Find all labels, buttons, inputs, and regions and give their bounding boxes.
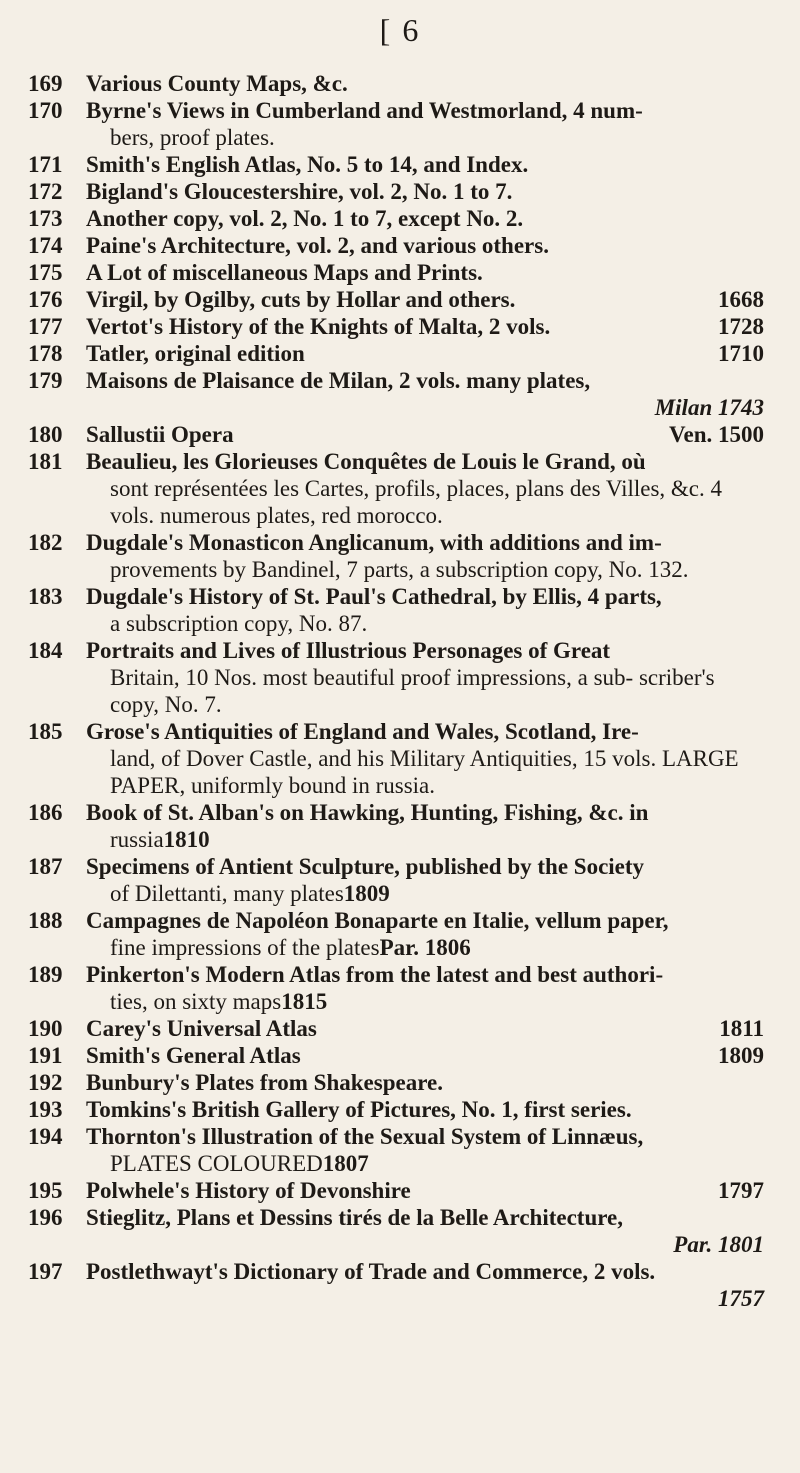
entry-number: 195 bbox=[28, 1178, 63, 1203]
entry-title: Book of St. Alban's on Hawking, Hunting, Fishing, &c. in bbox=[86, 800, 649, 825]
catalogue-entry bbox=[28, 259, 764, 286]
entry-continuation: provements by Bandinel, 7 parts, a subscription copy, No. 132. bbox=[110, 557, 689, 582]
entry-continuation: bers, proof plates. bbox=[110, 125, 275, 150]
catalogue-entry bbox=[28, 529, 764, 583]
entry-date: 1811 bbox=[719, 1016, 764, 1041]
entry-title: Grose's Antiquities of England and Wales, Scotland, Ire- bbox=[86, 719, 639, 744]
entry-continuation: land, of Dover Castle, and his Military Antiquities, 15 vols. LARGE PAPER, uniformly bound in russia. bbox=[110, 746, 739, 798]
entry-title: Portraits and Lives of Illustrious Personages of Great bbox=[86, 638, 611, 663]
entry-title: Tatler, original edition bbox=[86, 341, 305, 366]
catalogue-entry bbox=[28, 178, 764, 205]
entry-number: 170 bbox=[28, 98, 63, 123]
page-number: [ 6 bbox=[379, 12, 421, 48]
catalogue-entry bbox=[28, 637, 764, 718]
catalogue-entry bbox=[28, 286, 764, 313]
entry-continuation: fine impressions of the plates bbox=[110, 935, 380, 960]
entry-continuation: PLATES COLOURED bbox=[110, 1151, 323, 1176]
entry-title: Various County Maps, &c. bbox=[86, 71, 348, 96]
catalogue-entry bbox=[28, 1015, 764, 1042]
entry-title: Tomkins's British Gallery of Pictures, No. 1, first series. bbox=[86, 1097, 632, 1122]
catalogue-entry bbox=[28, 961, 764, 1015]
entry-number: 172 bbox=[28, 179, 63, 204]
catalogue-entry bbox=[28, 421, 764, 448]
entry-number: 176 bbox=[28, 287, 63, 312]
entry-title: Paine's Architecture, vol. 2, and various others. bbox=[86, 233, 549, 258]
entry-date: 1797 bbox=[718, 1178, 764, 1203]
catalogue-entry bbox=[28, 718, 764, 799]
entry-title: Carey's Universal Atlas bbox=[86, 1016, 317, 1041]
entry-continuation: russia bbox=[110, 827, 164, 852]
catalogue-entry bbox=[28, 1042, 764, 1069]
entry-date: 1710 bbox=[718, 341, 764, 366]
entry-title: Smith's English Atlas, No. 5 to 14, and Index. bbox=[86, 152, 529, 177]
entry-title: Bigland's Gloucestershire, vol. 2, No. 1 to 7. bbox=[86, 179, 513, 204]
entry-title: A Lot of miscellaneous Maps and Prints. bbox=[86, 260, 483, 285]
entry-continuation: ties, on sixty maps bbox=[110, 989, 282, 1014]
catalogue-entry bbox=[28, 1123, 764, 1177]
catalogue-entry bbox=[28, 799, 764, 853]
entry-number: 184 bbox=[28, 638, 63, 663]
entry-number: 177 bbox=[28, 314, 63, 339]
catalogue-entry bbox=[28, 1096, 764, 1123]
entry-continuation: sont représentées les Cartes, profils, places, plans des Villes, &c. 4 vols. numerous plates, red morocco. bbox=[110, 476, 723, 528]
entry-number: 187 bbox=[28, 854, 63, 879]
entry-number: 179 bbox=[28, 368, 63, 393]
entry-title: Postlethwayt's Dictionary of Trade and Commerce, 2 vols. bbox=[86, 1259, 656, 1284]
entry-title: Virgil, by Ogilby, cuts by Hollar and others. bbox=[86, 287, 516, 312]
entry-number: 169 bbox=[28, 71, 63, 96]
entry-number: 197 bbox=[28, 1259, 63, 1284]
entry-title: Pinkerton's Modern Atlas from the latest and best authori- bbox=[86, 962, 664, 987]
catalogue-entry bbox=[28, 232, 764, 259]
entry-imprint: Par. 1801 bbox=[673, 1232, 764, 1257]
entry-number: 182 bbox=[28, 530, 63, 555]
entry-continuation: of Dilettanti, many plates bbox=[110, 881, 344, 906]
entry-date: 1809 bbox=[343, 881, 390, 906]
entry-title: Vertot's History of the Knights of Malta, 2 vols. bbox=[86, 314, 551, 339]
entry-number: 194 bbox=[28, 1124, 63, 1149]
entry-number: 190 bbox=[28, 1016, 63, 1041]
entry-title: Sallustii Opera bbox=[86, 422, 234, 447]
entry-number: 189 bbox=[28, 962, 63, 987]
catalogue-list bbox=[28, 70, 764, 1312]
entry-date: 1668 bbox=[718, 287, 764, 312]
entry-title: Stieglitz, Plans et Dessins tirés de la Belle Architecture, bbox=[86, 1205, 623, 1230]
entry-date: 1728 bbox=[718, 314, 764, 339]
catalogue-entry bbox=[28, 70, 764, 97]
entry-title: Campagnes de Napoléon Bonaparte en Italie, vellum paper, bbox=[86, 908, 669, 933]
catalogue-entry bbox=[28, 853, 764, 907]
entry-imprint: Milan 1743 bbox=[654, 395, 764, 420]
entry-number: 180 bbox=[28, 422, 63, 447]
entry-number: 191 bbox=[28, 1043, 63, 1068]
entry-continuation: a subscription copy, No. 87. bbox=[110, 611, 368, 636]
catalogue-entry bbox=[28, 97, 764, 151]
entry-title: Maisons de Plaisance de Milan, 2 vols. many plates, bbox=[86, 368, 591, 393]
entry-number: 171 bbox=[28, 152, 63, 177]
catalogue-entry bbox=[28, 205, 764, 232]
catalogue-entry bbox=[28, 1258, 764, 1312]
entry-title: Smith's General Atlas bbox=[86, 1043, 301, 1068]
entry-date: Ven. 1500 bbox=[669, 422, 764, 447]
entry-number: 183 bbox=[28, 584, 63, 609]
entry-title: Dugdale's History of St. Paul's Cathedral, by Ellis, 4 parts, bbox=[86, 584, 662, 609]
catalogue-entry bbox=[28, 583, 764, 637]
entry-date: 1810 bbox=[163, 827, 210, 852]
entry-title: Another copy, vol. 2, No. 1 to 7, except No. 2. bbox=[86, 206, 524, 231]
entry-number: 192 bbox=[28, 1070, 63, 1095]
entry-title: Polwhele's History of Devonshire bbox=[86, 1178, 411, 1203]
entry-date: 1815 bbox=[281, 989, 328, 1014]
entry-title: Dugdale's Monasticon Anglicanum, with additions and im- bbox=[86, 530, 662, 555]
catalogue-entry bbox=[28, 151, 764, 178]
entry-title: Thornton's Illustration of the Sexual System of Linnæus, bbox=[86, 1124, 644, 1149]
catalogue-entry bbox=[28, 448, 764, 529]
catalogue-entry bbox=[28, 313, 764, 340]
catalogue-entry bbox=[28, 340, 764, 367]
catalogue-entry bbox=[28, 907, 764, 961]
entry-number: 193 bbox=[28, 1097, 63, 1122]
entry-number: 181 bbox=[28, 449, 63, 474]
entry-number: 185 bbox=[28, 719, 63, 744]
entry-number: 174 bbox=[28, 233, 63, 258]
entry-title: Beaulieu, les Glorieuses Conquêtes de Louis le Grand, où bbox=[86, 449, 646, 474]
entry-imprint: 1757 bbox=[718, 1286, 764, 1311]
entry-number: 196 bbox=[28, 1205, 63, 1230]
entry-title: Byrne's Views in Cumberland and Westmorland, 4 num- bbox=[86, 98, 643, 123]
catalogue-entry bbox=[28, 1177, 764, 1204]
entry-number: 188 bbox=[28, 908, 63, 933]
entry-number: 173 bbox=[28, 206, 63, 231]
entry-title: Bunbury's Plates from Shakespeare. bbox=[86, 1070, 443, 1095]
entry-date: 1807 bbox=[322, 1151, 369, 1176]
entry-title: Specimens of Antient Sculpture, published by the Society bbox=[86, 854, 645, 879]
entry-number: 186 bbox=[28, 800, 63, 825]
entry-continuation: Britain, 10 Nos. most beautiful proof impressions, a sub- scriber's copy, No. 7. bbox=[110, 665, 715, 717]
catalogue-entry bbox=[28, 1069, 764, 1096]
entry-date: Par. 1806 bbox=[379, 935, 471, 960]
entry-date: 1809 bbox=[718, 1043, 764, 1068]
entry-number: 178 bbox=[28, 341, 63, 366]
entry-number: 175 bbox=[28, 260, 63, 285]
catalogue-entry bbox=[28, 367, 764, 421]
catalogue-entry bbox=[28, 1204, 764, 1258]
